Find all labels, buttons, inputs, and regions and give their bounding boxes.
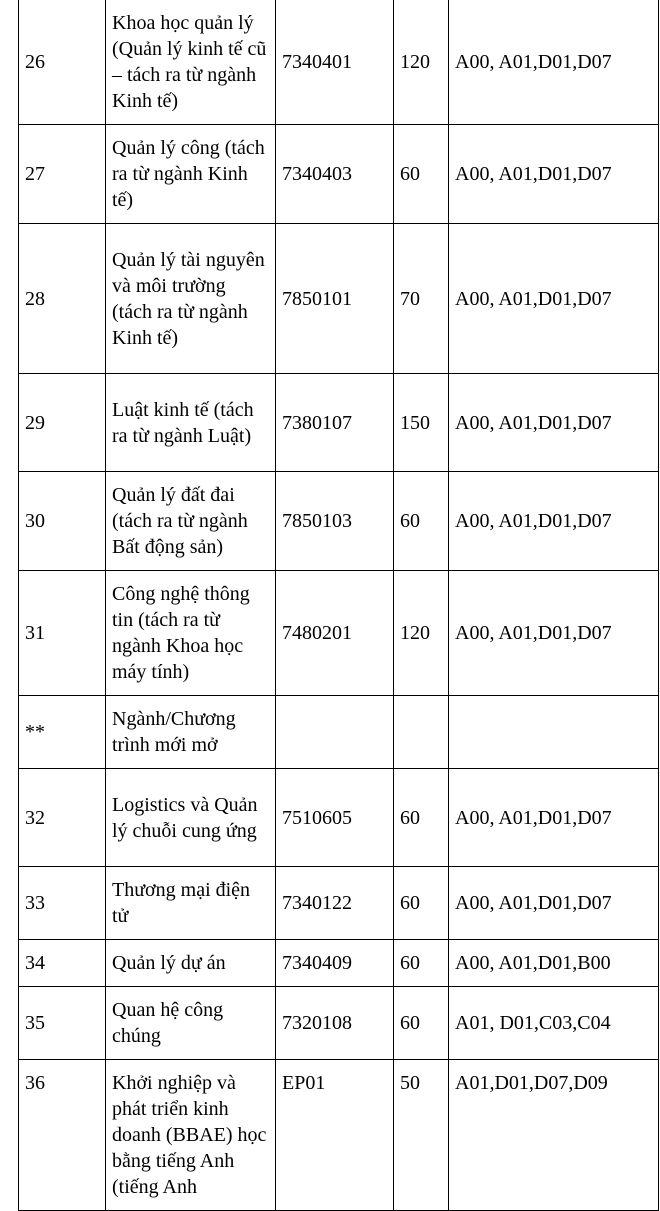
table-row — [19, 472, 659, 571]
major-name: Thương mại điện tử — [106, 867, 276, 940]
row-number: 32 — [19, 769, 106, 867]
major-name: Quản lý tài nguyên và môi trường (tách ra từ ngành Kinh tế) — [106, 224, 276, 374]
table-row — [19, 940, 659, 987]
table-row — [19, 987, 659, 1060]
subject-combinations: A00, A01,D01,D07 — [449, 769, 659, 867]
quota: 50 — [394, 1060, 449, 1211]
major-name: Quan hệ công chúng — [106, 987, 276, 1060]
table-row — [19, 125, 659, 224]
major-code: EP01 — [276, 1060, 394, 1211]
admission-table — [18, 0, 659, 1211]
major-name: Quản lý dự án — [106, 940, 276, 987]
major-code: 7380107 — [276, 374, 394, 472]
subject-combinations: A00, A01,D01,D07 — [449, 0, 659, 125]
table-row — [19, 696, 659, 769]
row-number: 27 — [19, 125, 106, 224]
major-code: 7340403 — [276, 125, 394, 224]
subject-combinations: A01, D01,C03,C04 — [449, 987, 659, 1060]
major-name: Khởi nghiệp và phát triển kinh doanh (BBAE) học bằng tiếng Anh (tiếng Anh — [106, 1060, 276, 1211]
subject-combinations: A00, A01,D01,D07 — [449, 125, 659, 224]
row-number: 29 — [19, 374, 106, 472]
subject-combinations: A00, A01,D01,D07 — [449, 571, 659, 696]
quota — [394, 696, 449, 769]
quota: 60 — [394, 472, 449, 571]
major-name: Luật kinh tế (tách ra từ ngành Luật) — [106, 374, 276, 472]
subject-combinations: A00, A01,D01,D07 — [449, 867, 659, 940]
quota: 60 — [394, 125, 449, 224]
row-number: 35 — [19, 987, 106, 1060]
quota: 60 — [394, 987, 449, 1060]
table-row — [19, 224, 659, 374]
major-name: Quản lý công (tách ra từ ngành Kinh tế) — [106, 125, 276, 224]
subject-combinations: A01,D01,D07,D09 — [449, 1060, 659, 1211]
quota: 70 — [394, 224, 449, 374]
table-row — [19, 769, 659, 867]
major-code: 7480201 — [276, 571, 394, 696]
major-name: Quản lý đất đai (tách ra từ ngành Bất động sản) — [106, 472, 276, 571]
quota: 120 — [394, 571, 449, 696]
row-number: 33 — [19, 867, 106, 940]
table-row — [19, 0, 659, 125]
subject-combinations: A00, A01,D01,D07 — [449, 374, 659, 472]
major-code: 7510605 — [276, 769, 394, 867]
major-code — [276, 696, 394, 769]
quota: 60 — [394, 867, 449, 940]
subject-combinations: A00, A01,D01,D07 — [449, 224, 659, 374]
quota: 150 — [394, 374, 449, 472]
major-name: Công nghệ thông tin (tách ra từ ngành Khoa học máy tính) — [106, 571, 276, 696]
row-number: 30 — [19, 472, 106, 571]
major-code: 7850101 — [276, 224, 394, 374]
subject-combinations: A00, A01,D01,D07 — [449, 472, 659, 571]
table-row — [19, 374, 659, 472]
table-row — [19, 1060, 659, 1211]
major-code: 7340401 — [276, 0, 394, 125]
subject-combinations: A00, A01,D01,B00 — [449, 940, 659, 987]
table-row — [19, 571, 659, 696]
row-number: 26 — [19, 0, 106, 125]
row-number: 36 — [19, 1060, 106, 1211]
quota: 60 — [394, 769, 449, 867]
table-row — [19, 867, 659, 940]
quota: 60 — [394, 940, 449, 987]
major-name: Khoa học quản lý (Quản lý kinh tế cũ – tách ra từ ngành Kinh tế) — [106, 0, 276, 125]
major-name: Ngành/Chương trình mới mở — [106, 696, 276, 769]
row-number: 28 — [19, 224, 106, 374]
major-code: 7340122 — [276, 867, 394, 940]
quota: 120 — [394, 0, 449, 125]
major-code: 7340409 — [276, 940, 394, 987]
row-number: 31 — [19, 571, 106, 696]
major-name: Logistics và Quản lý chuỗi cung ứng — [106, 769, 276, 867]
major-code: 7320108 — [276, 987, 394, 1060]
major-code: 7850103 — [276, 472, 394, 571]
row-number: ** — [19, 696, 106, 769]
subject-combinations — [449, 696, 659, 769]
row-number: 34 — [19, 940, 106, 987]
